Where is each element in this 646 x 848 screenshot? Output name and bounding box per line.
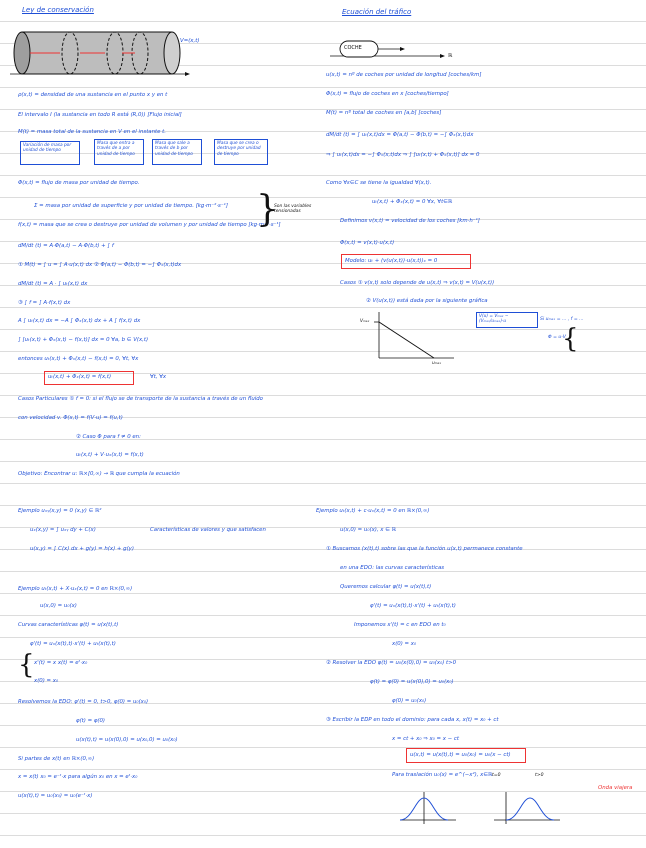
right-line: uₜ(x,t) + Φₓ(x,t) = 0 ∀x, ∀t∈ℝ bbox=[372, 199, 453, 205]
box-created: Masa que se crea o destruye por unidad de tiempo bbox=[214, 139, 268, 165]
right-line: Como ∀ε∈C se tiene la igualdad ∀(x,t). bbox=[326, 180, 432, 186]
vmax-label: Vₘₐₓ bbox=[360, 319, 370, 324]
bottom-right-line: ① Buscamos (x(t),t) sobre las que la función u(x,t) permanece constante bbox=[326, 546, 523, 552]
gaussian-t0-graph bbox=[398, 790, 458, 830]
bottom-left-line: φ(t) = φ(0) bbox=[76, 718, 106, 724]
bottom-right-line: en una EDO: las curvas características bbox=[340, 565, 445, 571]
traveling-wave-solution: u(x,t) = u(x(t),t) = u₀(x₀) = u₀(x − ct) bbox=[410, 752, 511, 758]
bottom-left-line: u(x(t),t) = u(x(0),0) = u(x₀,0) = u₀(x₀) bbox=[76, 737, 178, 743]
left-line: ∫ [uₜ(x,t) + Φₓ(x,t) − f(x,t)] dx = 0 ∀a, b ∈ V(x,t) bbox=[18, 337, 149, 343]
bottom-right-line: x(0) = x₀ bbox=[392, 641, 417, 647]
left-line: A ∫ uₜ(x,t) dx = −A ∫ Φₓ(x,t) dx + A ∫ f(x,t) dx bbox=[18, 318, 141, 324]
right-line: Casos ① v(x,t) solo depende de u(x,t) ⇒ v(x,t) = V(u(x,t)) bbox=[340, 280, 495, 286]
left-line: f(x,t) = masa que se crea o destruye por unidad de volumen y por unidad de tiempo [kg·m⁻³·s⁻¹] bbox=[18, 222, 281, 228]
left-line: uₜ(x,t) + V·uₓ(x,t) = f(x,t) bbox=[76, 452, 144, 458]
bottom-left-line: Si partes de x(t) en ℝ×(0,∞) bbox=[18, 756, 95, 762]
bottom-left-line: φ'(t) = uₓ(x(t),t)·x'(t) + uₜ(x(t),t) bbox=[30, 641, 116, 647]
bottom-right-line: Queremos calcular φ(t) = u(x(t),t) bbox=[340, 584, 432, 590]
conservation-equation: uₜ(x,t) + Φₓ(x,t) = f(x,t) bbox=[48, 374, 112, 380]
right-line: Definimos v(x,t) = velocidad de los coches [km·h⁻¹] bbox=[340, 218, 480, 224]
bottom-left-line: u(x,0) = u₀(x) bbox=[40, 603, 77, 609]
velocity-graph bbox=[374, 310, 464, 370]
coche-label: COCHE bbox=[344, 45, 362, 51]
bottom-right-line: φ'(t) = uₓ(x(t),t)·x'(t) + uₜ(x(t),t) bbox=[370, 603, 456, 609]
bottom-right-line: Ejemplo uₜ(x,t) + c·uₓ(x,t) = 0 en ℝ×(0,∞) bbox=[316, 508, 430, 514]
bottom-left-line: Ejemplo uₓᵧ(x,y) = 0 (x,y) ∈ ℝ² bbox=[18, 508, 102, 514]
bottom-right-line: ③ Escribir la EDP en todo el dominio: para cada x, x(t) = x₀ + ct bbox=[326, 717, 499, 723]
bottom-right-line: Imponemos x'(t) = c en EDO en t₀ bbox=[354, 622, 446, 628]
bottom-right-line: u(x,0) = u₀(x), x ∈ ℝ bbox=[340, 527, 396, 533]
bottom-left-line: Curvas características φ(t) = u(x(t),t) bbox=[18, 622, 119, 628]
right-brace: } bbox=[256, 189, 279, 230]
right-line: dM/dt (t) = ∫ uₜ(x,t)dx = Φ(a,t) − Φ(b,t) = −∫ Φₓ(x,t)dx bbox=[326, 132, 474, 138]
left-line: Objetivo: Encontrar u: ℝ×[0,∞) → ℝ que cumpla la ecuación bbox=[18, 471, 180, 477]
left-line: con velocidad v. Φ(x,t) = f(V·u) = f(u,t) bbox=[18, 415, 123, 421]
gaussian-t1-graph bbox=[492, 790, 562, 830]
conservation-equation-quantifier: ∀t, ∀x bbox=[150, 374, 167, 380]
bottom-left-line: Resolvemos la EDO: φ'(t) = 0, t>0, φ(0) = u₀(x₀) bbox=[18, 699, 149, 705]
left-line: dM/dt (t) = A · ∫ uₜ(x,t) dx bbox=[18, 281, 88, 287]
right-line: ⇒ ∫ uₜ(x,t)dx = −∫ Φₓ(x,t)dx ⇒ ∫ [uₜ(x,t) + Φₓ(x,t)] dx = 0 bbox=[326, 152, 480, 158]
bottom-right-line: x = ct + x₀ ⇒ x₀ = x − ct bbox=[392, 736, 459, 742]
label-t0: t=0 bbox=[492, 773, 501, 778]
bottom-right-line: ② Resolver la EDO φ(t) = u₀(x(0),0) = u₀(x₀) t>0 bbox=[326, 660, 457, 666]
left-line: dM/dt (t) = A·Φ(a,t) − A·Φ(b,t) + ∫ f bbox=[18, 243, 114, 249]
bottom-left-line: Ejemplo uₜ(x,t) + X·uₓ(x,t) = 0 en ℝ×(0,∞) bbox=[18, 586, 133, 592]
right-line: u(x,t) = nº de coches por unidad de longitud [coches/km] bbox=[326, 72, 482, 78]
bottom-right-line: φ(t) = φ(0) = u(x(0),0) = u₀(x₀) bbox=[370, 679, 454, 685]
right-line: M(t) = nº total de coches en [a,b] [coches] bbox=[326, 110, 442, 116]
right-title: Ecuación del tráfico bbox=[342, 8, 412, 16]
characteristics-note: Características de valores y que satisfacen bbox=[150, 527, 266, 533]
bottom-left-line: u(x,y) = ∫ C(x) dx + g(y) = h(x) + g(y) bbox=[30, 546, 134, 552]
bottom-left-line: uₓ(x,y) = ∫ uₓᵧ dy + C(x) bbox=[30, 527, 96, 533]
bottom-left-line: u(x(t),t) = u₀(x₀) = u₀(e⁻ᵗ·x) bbox=[18, 793, 93, 799]
right-line: Φ(x,t) = v(x,t)·u(x,t) bbox=[340, 240, 395, 246]
velocity-formula-box: V(u) = Vₘₐₓ − (Vₘₐₓ/uₘₐₓ)·u bbox=[476, 312, 538, 328]
box-enters: Masa que entra a través de a por unidad de tiempo bbox=[94, 139, 144, 165]
traffic-model-equation: Modelo: uₜ + (v(u(x,t))·u(x,t))ₓ = 0 bbox=[345, 258, 438, 264]
traveling-wave-note: Onda viajera bbox=[598, 785, 633, 791]
right-line: ② V(u(x,t)) está dada por la siguiente gráfica bbox=[366, 298, 488, 304]
umax-label: uₘₐₓ bbox=[432, 361, 442, 366]
box-exits: Masa que sale a través de b por unidad de tiempo bbox=[152, 139, 202, 165]
left-line: El intervalo I (la sustancia en todo R está (R,0)) [Flujo inicial] bbox=[18, 112, 182, 118]
left-line: Φ(x,t) = flujo de masa por unidad de tiempo. bbox=[18, 180, 140, 186]
pipe-label: V=(x,t) bbox=[180, 38, 200, 44]
left-line: M(t) = masa total de la sustancia en V en el instante t. bbox=[18, 129, 166, 135]
bottom-right-line: Para traslación u₀(x) = e^(−x²), x∈ℝ bbox=[392, 772, 493, 778]
left-line: Σ = masa por unidad de superficie y por unidad de tiempo. [kg·m⁻²·s⁻¹] bbox=[34, 203, 228, 209]
box-variation: Variación de masa por unidad de tiempo bbox=[20, 141, 80, 165]
small-brace: { bbox=[562, 324, 579, 354]
bottom-right-line: φ(0) = u₀(x₀) bbox=[392, 698, 427, 704]
left-line: ② Caso Φ para f ≠ 0 en: bbox=[76, 434, 141, 440]
right-line: Si uₘₐₓ = ... , f = ... bbox=[540, 317, 584, 322]
left-line: Casos Particulares ① f = 0: si el flujo se de transporte de la sustancia a través de un fluido bbox=[18, 396, 263, 402]
bottom-left-line: x(0) = x₀ bbox=[34, 678, 59, 684]
left-line: ③ ∫ f = ∫ A·f(x,t) dx bbox=[18, 300, 71, 306]
bottom-left-line: x = x(t) x₀ = e⁻ᵗ·x para algún x₀ en x = eᵗ·x₀ bbox=[18, 774, 138, 780]
bottom-left-line: x'(t) = x x(t) = eᵗ·x₀ bbox=[34, 660, 88, 666]
left-line: entonces uₜ(x,t) + Φₓ(x,t) − f(x,t) = 0, ∀t, ∀x bbox=[18, 356, 139, 362]
system-brace: { bbox=[18, 650, 35, 680]
road-axis-label: ℝ bbox=[448, 53, 453, 59]
right-line: Φ(x,t) = flujo de coches en x [coches/tiempo] bbox=[326, 91, 449, 97]
label-t1: t>0 bbox=[535, 773, 544, 778]
brace-note: Son las variables tensionadas bbox=[274, 204, 312, 215]
pipe-diagram bbox=[10, 24, 210, 84]
left-line: ρ(x,t) = densidad de una sustancia en el punto x y en t bbox=[18, 92, 168, 98]
left-title: Ley de conservación bbox=[22, 6, 94, 14]
left-line: ① M(t) = ∫ u = ∫ A·u(x,t) dx ② Φ(a,t) − Φ(b,t) = −∫ Φₓ(x,t)dx bbox=[18, 262, 182, 268]
right-line: Φ = u·V bbox=[548, 335, 566, 340]
